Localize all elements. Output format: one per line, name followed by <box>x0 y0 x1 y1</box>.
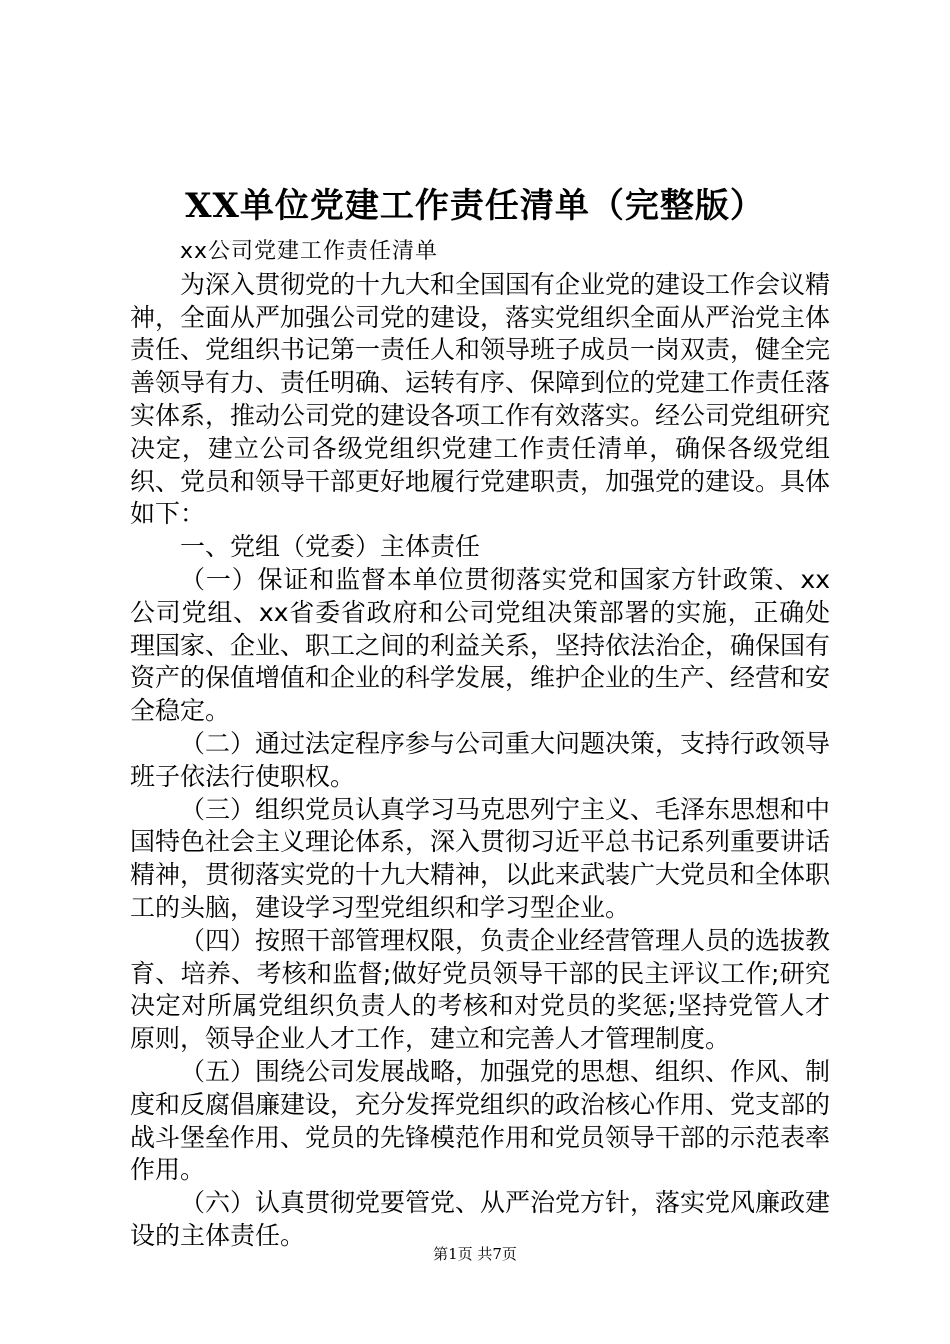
page-number-footer: 第1页 共7页 <box>433 1245 517 1263</box>
document-body <box>130 236 830 1253</box>
item-paragraph-5: （五）围绕公司发展战略，加强党的思想、组织、作风、制度和反腐倡廉建设，充分发挥党组织的政治核心作用、党支部的战斗堡垒作用、党员的先锋模范作用和党员领导干部的示范表率作用。 <box>130 1056 831 1185</box>
section-heading: 一、党组（党委）主体责任 <box>180 532 481 562</box>
document-subtitle: xx公司党建工作责任清单 <box>180 239 439 264</box>
item-paragraph-2: （二）通过法定程序参与公司重大问题决策，支持行政领导班子依法行使职权。 <box>130 728 831 791</box>
item-paragraph-3: （三）组织党员认真学习马克思列宁主义、毛泽东思想和中国特色社会主义理论体系，深入贯彻习近平总书记系列重要讲话精神，贯彻落实党的十九大精神，以此来武装广大党员和全体职工的头脑，建设学习型党组织和学习型企业。 <box>130 794 831 922</box>
item-paragraph-4: （四）按照干部管理权限，负责企业经营管理人员的选拔教育、培养、考核和监督;做好党员领导干部的民主评议工作;研究决定对所属党组织负责人的考核和对党员的奖惩;坚持党管人才原则，领导企业人才工作，建立和完善人才管理制度。 <box>130 925 831 1054</box>
document-title: XX单位党建工作责任清单（完整版） <box>185 186 765 226</box>
item-paragraph-1: （一）保证和监督本单位贯彻落实党和国家方针政策、xx公司党组、xx省委省政府和公司党组决策部署的实施，正确处理国家、企业、职工之间的利益关系，坚持依法治企，确保国有资产的保值增值和企业的科学发展，维护企业的生产、经营和安全稳定。 <box>130 564 831 726</box>
intro-paragraph: 为深入贯彻党的十九大和全国国有企业党的建设工作会议精神，全面从严加强公司党的建设，落实党组织全面从严治党主体责任、党组织书记第一责任人和领导班子成员一岗双责，健全完善领导有力、责任明确、运转有序、保障到位的党建工作责任落实体系，推动公司党的建设各项工作有效落实。经公司党组研究决定，建立公司各级党组织党建工作责任清单，确保各级党组织、党员和领导干部更好地履行党建职责，加强党的建设。具体如下： <box>130 269 831 529</box>
item-paragraph-6: （六）认真贯彻党要管党、从严治党方针，落实党风廉政建设的主体责任。 <box>130 1188 831 1250</box>
